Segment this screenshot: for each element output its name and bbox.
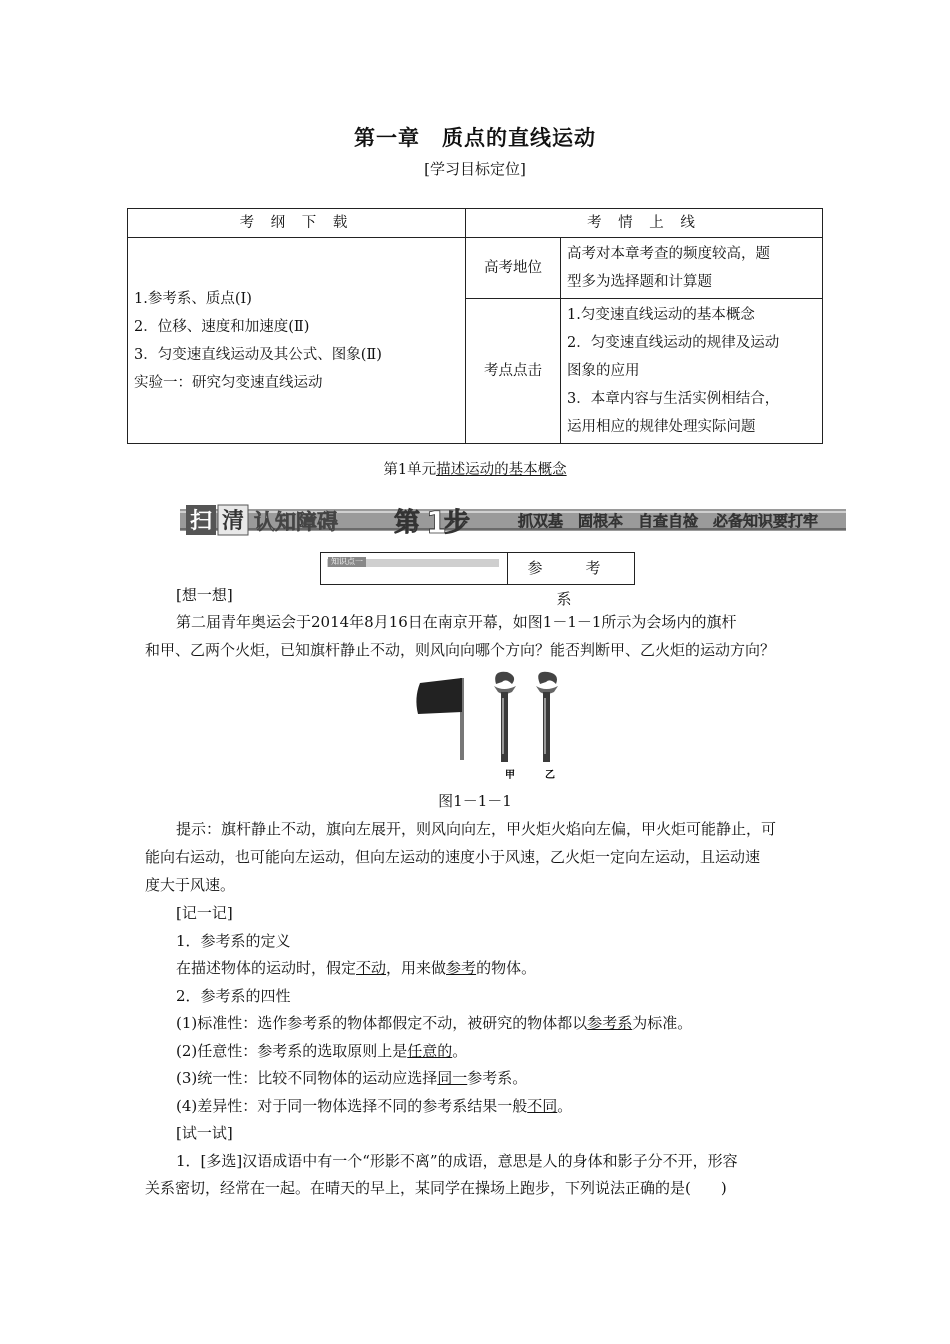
figure-flag-torches [412, 668, 582, 780]
row-content-points [561, 299, 823, 444]
banner-char-bu: 步 [444, 508, 471, 537]
answer-blank: 不同 [527, 1097, 558, 1115]
think-heading: [想一想] [176, 586, 233, 604]
col1-header: 考 纲 下 载 [128, 209, 466, 238]
knowledge-point-box [320, 552, 644, 608]
property-line: (4)差异性：对于同一物体选择不同的参考系结果一般不同。 [176, 1097, 573, 1115]
banner-num: 1 [426, 506, 447, 537]
section-subtitle: [学习目标定位] [424, 160, 526, 178]
torch-label-yi: 乙 [545, 770, 555, 780]
question-line: 关系密切，经常在一起。在晴天的早上，某同学在操场上跑步，下列说法正确的是( ) [145, 1179, 727, 1197]
banner-char-di: 第 [394, 508, 421, 537]
content-line: 1.匀变速直线运动的基本概念 [567, 307, 755, 323]
remember-heading: [记一记] [176, 904, 233, 922]
property-line: (3)统一性：比较不同物体的运动应选择同一参考系。 [176, 1069, 528, 1087]
think-line: 和甲、乙两个火炬，已知旗杆静止不动，则风向向哪个方向？能否判断甲、乙火炬的运动方向？ [145, 641, 776, 659]
remember-item: 1．参考系的定义 [176, 932, 291, 950]
try-heading: [试一试] [176, 1124, 233, 1142]
torch-label-jia: 甲 [505, 770, 515, 780]
knowledge-label: 参 考 系 [527, 559, 644, 608]
hint-line: 能向右运动，也可能向左运动，但向左运动的速度小于风速，乙火炬一定向左运动，且运动速 [145, 848, 761, 866]
flagpole-image [416, 678, 462, 760]
syllabus-item: 实验一：研究匀变速直线运动 [134, 374, 323, 391]
row-content-status [561, 238, 823, 299]
think-line: 第二届青年奥运会于2014年8月16日在南京开幕，如图1－1－1所示为会场内的旗杆 [176, 613, 737, 631]
row-label-points: 考点点击 [466, 299, 561, 444]
unit-name: 描述运动的基本概念 [436, 462, 567, 478]
content-line: 图象的应用 [567, 363, 640, 379]
remember-item: 2．参考系的四性 [176, 987, 291, 1005]
banner-main: 认知障碍 [254, 510, 338, 534]
col2-header: 考 情 上 线 [466, 209, 823, 238]
banner-char-sao: 扫 [189, 509, 213, 534]
section-banner [180, 503, 846, 537]
row-label-status: 高考地位 [466, 238, 561, 299]
knowledge-tag: 知识点一 [328, 557, 366, 567]
answer-blank: 同一 [437, 1069, 468, 1087]
banner-char-qing: 清 [221, 509, 245, 534]
answer-blank: 任意的 [407, 1042, 453, 1060]
content-line: 高考对本章考查的频度较高，题 [567, 246, 770, 262]
content-line: 2．匀变速直线运动的规律及运动 [567, 335, 780, 351]
property-line: (2)任意性：参考系的选取原则上是任意的。 [176, 1042, 468, 1060]
syllabus-item: 3．匀变速直线运动及其公式、图象(Ⅱ) [134, 346, 382, 363]
hint-line: 度大于风速。 [145, 876, 236, 894]
syllabus-item: 1.参考系、质点(Ⅰ) [134, 290, 252, 307]
content-line: 型多为选择题和计算题 [567, 274, 712, 290]
syllabus-cell [128, 238, 466, 444]
answer-blank: 不动 [356, 959, 387, 977]
torch-yi-image [536, 672, 558, 762]
banner-slogan: 抓双基 固根本 自查自检 必备知识要打牢 [518, 512, 819, 530]
question-line: 1．[多选]汉语成语中有一个“形影不离”的成语，意思是人的身体和影子分不开，形容 [176, 1152, 738, 1170]
unit-title [0, 458, 950, 479]
knowledge-tag-area [321, 553, 508, 584]
property-line: (1)标准性：选作参考系的物体都假定不动，被研究的物体都以参考系为标准。 [176, 1014, 693, 1032]
answer-blank: 参考 [446, 959, 477, 977]
content-line: 3．本章内容与生活实例相结合， [567, 391, 780, 407]
syllabus-item: 2．位移、速度和加速度(Ⅱ) [134, 318, 310, 335]
content-line: 运用相应的规律处理实际问题 [567, 419, 756, 435]
chapter-title: 第一章 质点的直线运动 [354, 126, 596, 150]
figure-caption: 图1－1－1 [438, 792, 512, 810]
unit-prefix: 第1单元 [383, 462, 437, 478]
objectives-table [127, 208, 823, 444]
definition-line: 在描述物体的运动时，假定不动，用来做参考的物体。 [176, 959, 537, 977]
answer-blank: 参考系 [587, 1014, 633, 1032]
torch-jia-image [494, 672, 516, 762]
hint-line: 提示：旗杆静止不动，旗向左展开，则风向向左，甲火炬火焰向左偏，甲火炬可能静止，可 [176, 820, 777, 838]
